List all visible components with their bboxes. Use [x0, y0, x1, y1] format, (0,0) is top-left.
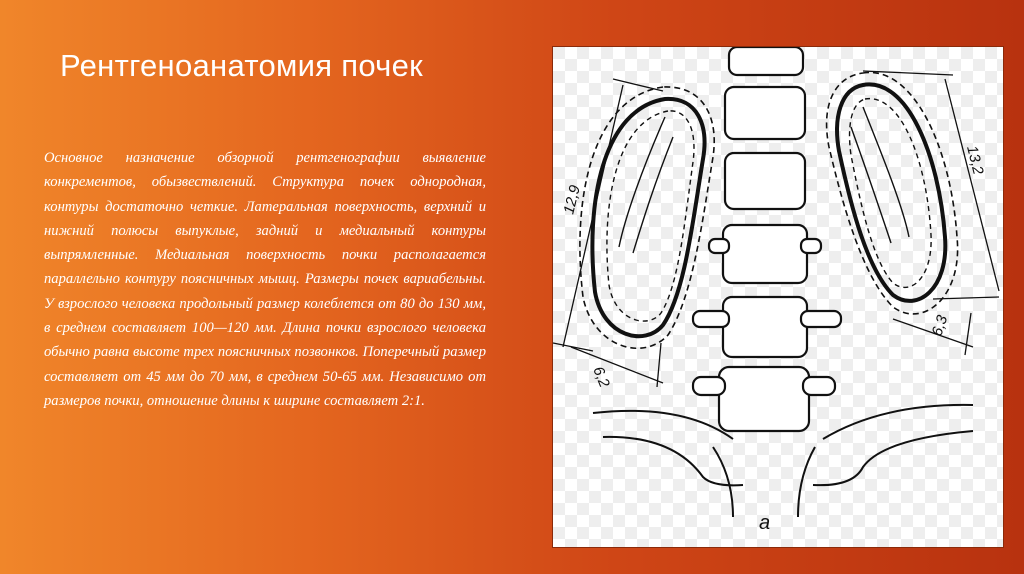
- left-width-label: 6,2: [589, 364, 613, 390]
- process-right-1: [801, 239, 821, 253]
- process-left-3: [693, 377, 725, 395]
- left-length-label: 12,9: [560, 183, 584, 216]
- vertebra-2: [725, 87, 805, 139]
- vertebra-3: [725, 153, 805, 209]
- right-length-label: 13,2: [963, 143, 987, 177]
- slide-title: Рентгеноанатомия почек: [60, 48, 424, 83]
- slide-body-text: Основное назначение обзорной рентгенографии выявление конкрементов, обызвествлений. Структура почек однородная, контуры достаточно четкие. Латеральная поверхность, верхний и нижний полюсы выпуклые, задний и медиальный контуры выпрямленные. Медиальная поверхность почки располагается параллельно контуру поясничных мышц. Размеры почек вариабельны. У взрослого человека продольный размер колеблется от 80 до 130 мм, в среднем составляет 100—120 мм. Длина почки взрослого человека обычно равна высоте трех поясничных позвонков. Поперечный размер составляет от 45 мм до 70 мм, в среднем 50-65 мм. Независимо от размеров почки, отношение длины к ширине составляет 2:1.: [44, 150, 486, 409]
- process-right-2: [801, 311, 841, 327]
- kidney-diagram: [553, 47, 1003, 547]
- vertebra-4: [723, 225, 807, 283]
- kidney-xray-figure: [552, 46, 1004, 548]
- vertebra-1: [729, 47, 803, 75]
- process-right-3: [803, 377, 835, 395]
- vertebra-6: [719, 367, 809, 431]
- process-left-2: [693, 311, 729, 327]
- figure-caption: а: [759, 512, 771, 534]
- process-left-1: [709, 239, 729, 253]
- vertebra-5: [723, 297, 807, 357]
- right-width-label: 6,3: [928, 313, 952, 339]
